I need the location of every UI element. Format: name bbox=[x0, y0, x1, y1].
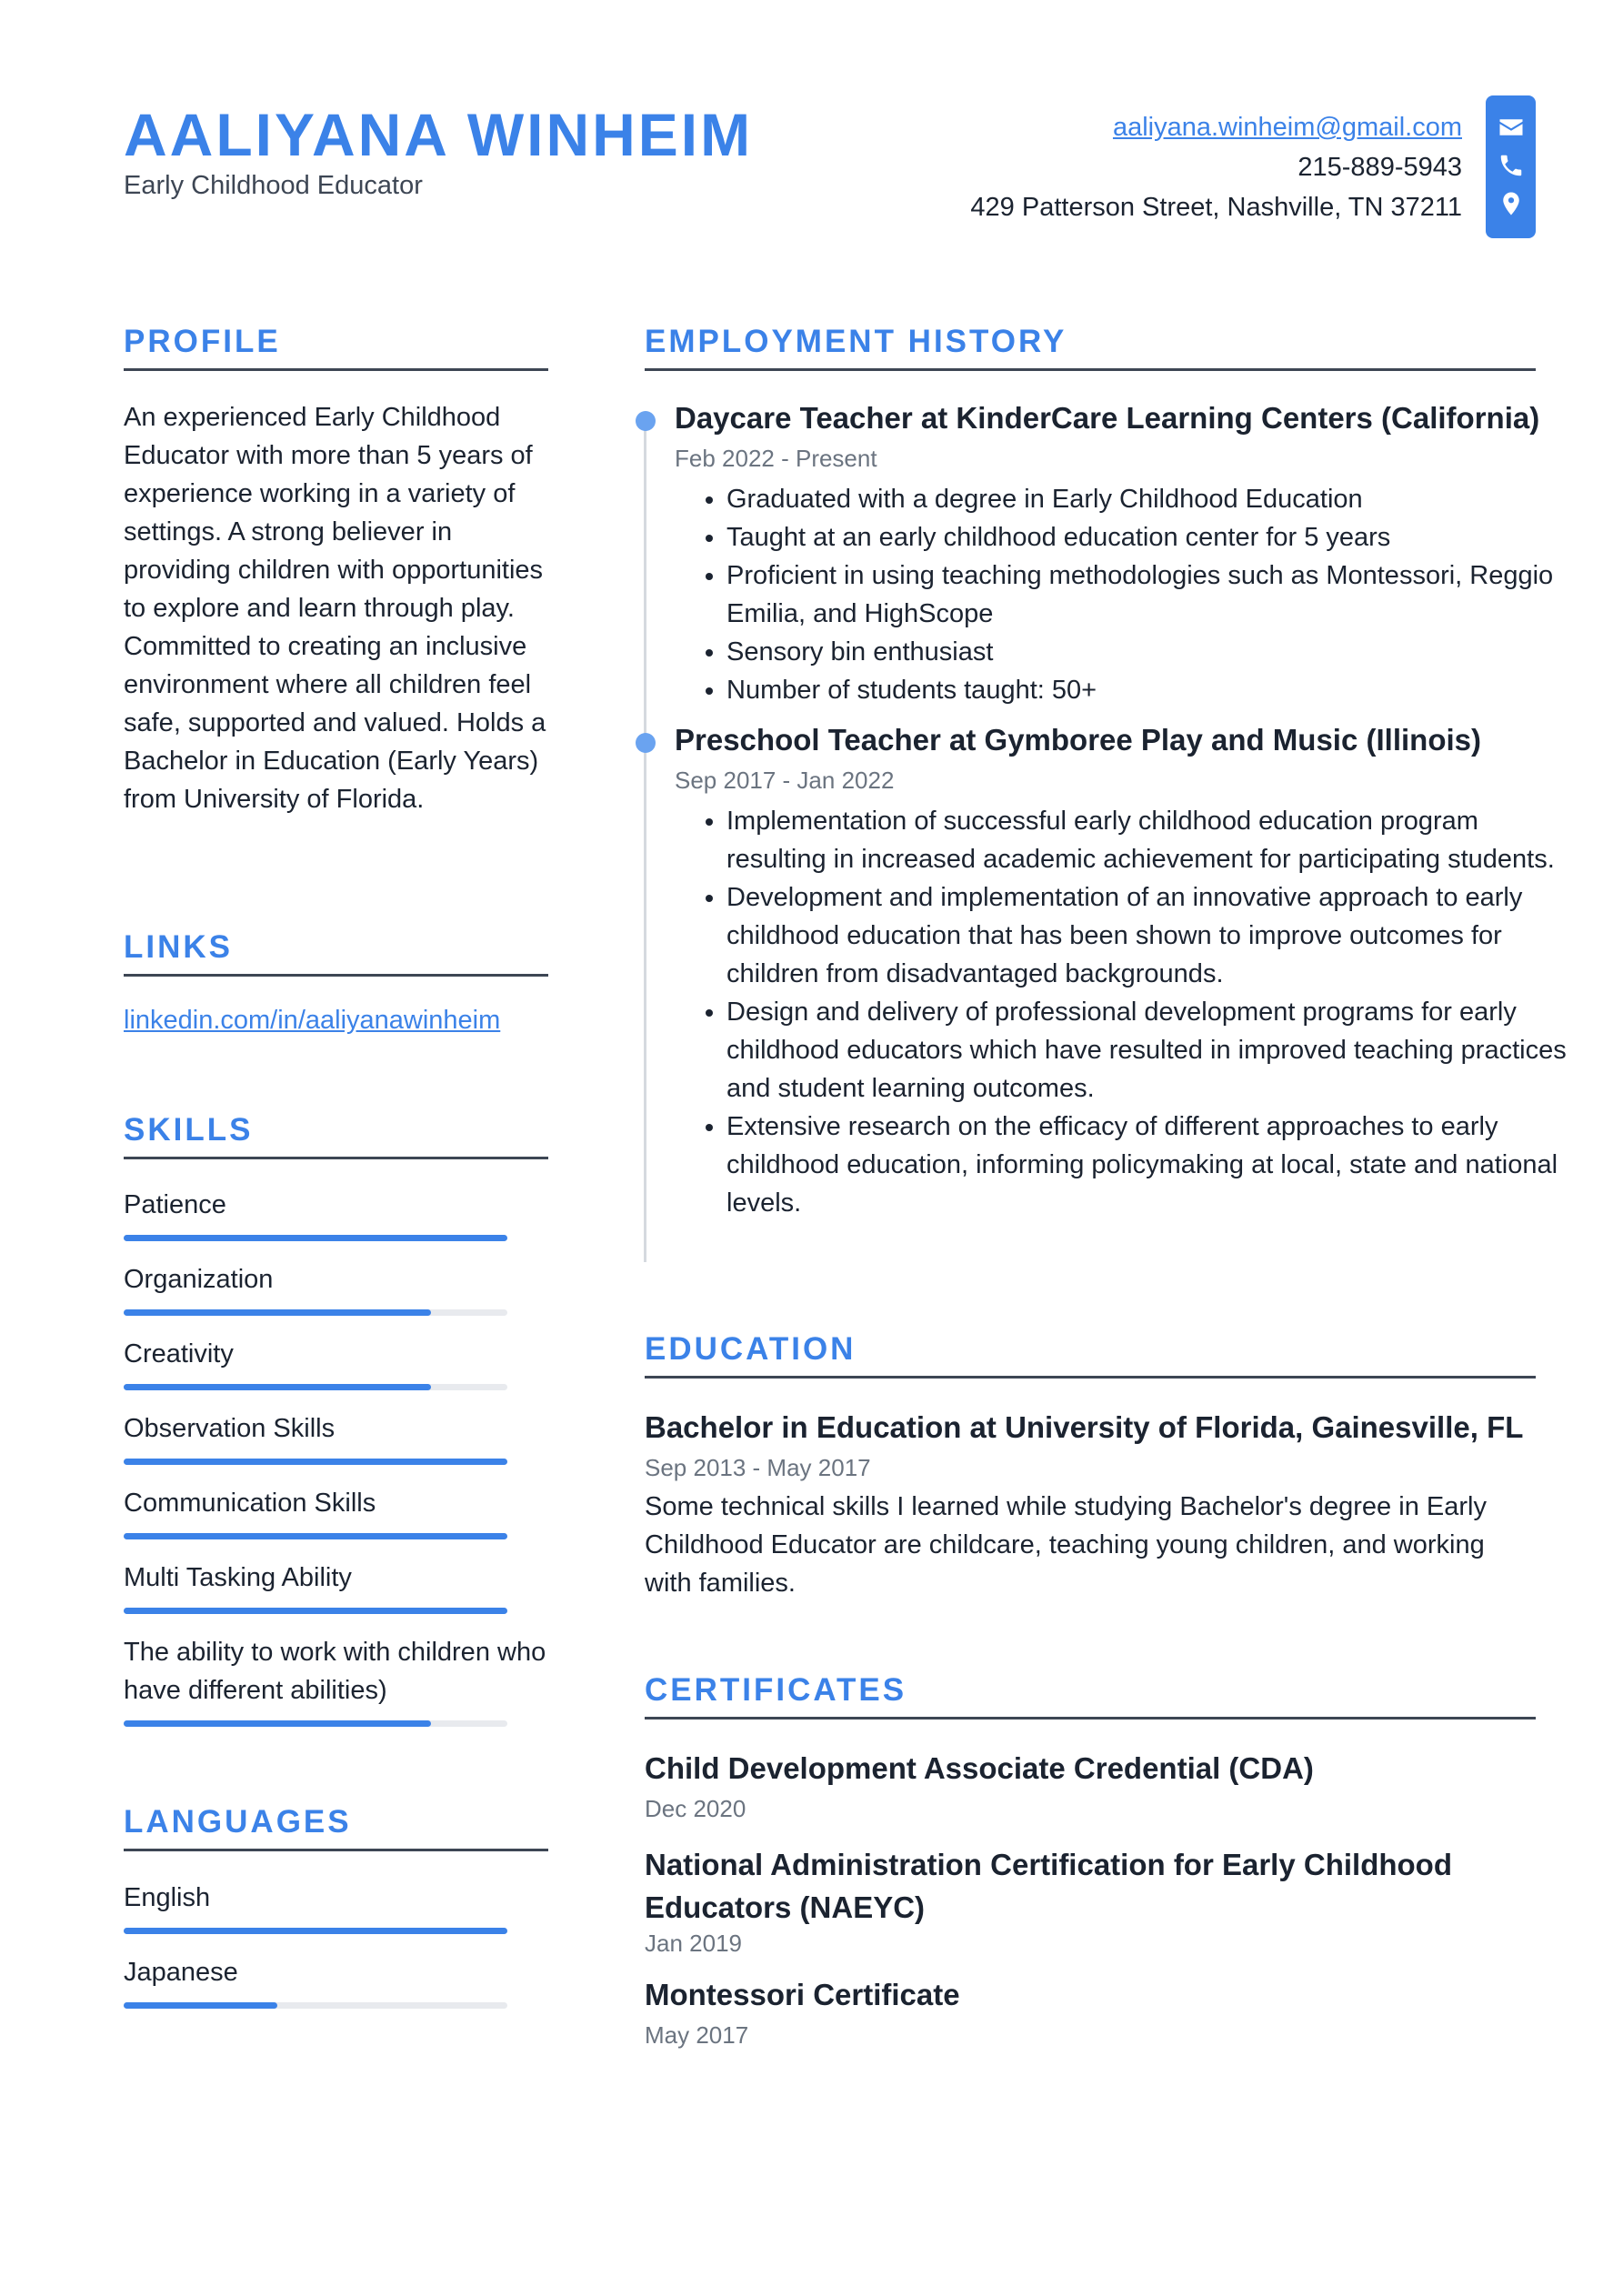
job-bullets bbox=[691, 480, 1581, 709]
education-divider bbox=[645, 1376, 1536, 1379]
certificates-divider bbox=[645, 1717, 1536, 1719]
languages-heading: LANGUAGES bbox=[124, 1804, 352, 1840]
candidate-title: Early Childhood Educator bbox=[124, 171, 423, 200]
bullet-item: • Proficient in using teaching methodologies such as Montessori, Reggio Emilia, and HighScope bbox=[726, 556, 1581, 633]
links-divider bbox=[124, 974, 548, 977]
links-heading: LINKS bbox=[124, 929, 233, 965]
certificate-date: Jan 2019 bbox=[645, 1930, 742, 1957]
phone-icon bbox=[1498, 152, 1525, 179]
skill-item bbox=[124, 1633, 551, 1709]
skill-bar bbox=[124, 1309, 507, 1316]
skill-label: Organization bbox=[124, 1265, 274, 1294]
skill-item bbox=[124, 1484, 560, 1522]
bullet-item: • Implementation of successful early childhood education program resulting in increased academic achievement for participating students. bbox=[726, 802, 1581, 878]
skill-label: Communication Skills bbox=[124, 1489, 376, 1518]
profile-text: An experienced Early Childhood Educator with more than 5 years of experience working in a variety of settings. A strong believer in providing children with opportunities to explore and learn through play. Committed to creating an inclusive environment where all children feel safe, supported and valued. Holds a Bachelor in Education (Early Years) from University of Florida. bbox=[124, 403, 546, 814]
profile-divider bbox=[124, 368, 548, 371]
language-bar-fill bbox=[124, 1928, 507, 1934]
contact-icon-strip bbox=[1486, 95, 1536, 238]
language-bar bbox=[124, 1928, 507, 1934]
bullet-item: • Extensive research on the efficacy of different approaches to early childhood education, informing policymaking at local, state and national levels. bbox=[726, 1108, 1581, 1222]
skill-item bbox=[124, 1186, 560, 1224]
education-description: Some technical skills I learned while studying Bachelor's degree in Early Childhood Educator are childcare, teaching young children, and working with families. bbox=[645, 1492, 1487, 1598]
skill-label: Patience bbox=[124, 1190, 226, 1219]
phone-number: 215-889-5943 bbox=[1297, 153, 1462, 182]
skill-bar bbox=[124, 1608, 507, 1614]
envelope-icon bbox=[1498, 114, 1525, 141]
bullet-item: • Graduated with a degree in Early Childhood Education bbox=[726, 480, 1581, 518]
skill-bar-fill bbox=[124, 1309, 431, 1316]
address: 429 Patterson Street, Nashville, TN 37211 bbox=[970, 193, 1462, 222]
skill-item bbox=[124, 1409, 560, 1448]
email-link[interactable]: aaliyana.winheim@gmail.com bbox=[1112, 113, 1462, 142]
job-dates: Sep 2017 - Jan 2022 bbox=[675, 767, 895, 794]
bullet-item: • Sensory bin enthusiast bbox=[726, 633, 1581, 671]
language-label: English bbox=[124, 1883, 211, 1912]
job-bullets bbox=[691, 802, 1581, 1222]
bullet-item: • Number of students taught: 50+ bbox=[726, 671, 1581, 709]
employment-heading: EMPLOYMENT HISTORY bbox=[645, 324, 1067, 359]
skill-label: Multi Tasking Ability bbox=[124, 1563, 352, 1592]
contact-block bbox=[970, 107, 1462, 227]
education-dates: Sep 2013 - May 2017 bbox=[645, 1454, 871, 1481]
certificate-title: Child Development Associate Credential (CDA) bbox=[645, 1751, 1314, 1785]
timeline-dot bbox=[636, 733, 656, 753]
education-heading: EDUCATION bbox=[645, 1331, 857, 1367]
candidate-name: AALIYANA WINHEIM bbox=[124, 101, 754, 168]
certificate-title: Montessori Certificate bbox=[645, 1978, 960, 2011]
timeline-dot bbox=[636, 411, 656, 431]
skill-item bbox=[124, 1335, 560, 1373]
skill-bar-fill bbox=[124, 1459, 507, 1465]
employment-divider bbox=[645, 368, 1536, 371]
language-bar-fill bbox=[124, 2002, 277, 2009]
profile-heading: PROFILE bbox=[124, 324, 281, 359]
certificates-heading: CERTIFICATES bbox=[645, 1672, 907, 1708]
skills-heading: SKILLS bbox=[124, 1112, 254, 1148]
linkedin-link[interactable]: linkedin.com/in/aaliyanawinheim bbox=[124, 1006, 501, 1035]
languages-divider bbox=[124, 1849, 548, 1851]
certificate-date: May 2017 bbox=[645, 2021, 749, 2049]
job-title: Preschool Teacher at Gymboree Play and Music (Illinois) bbox=[675, 723, 1481, 757]
skills-divider bbox=[124, 1157, 548, 1159]
skill-bar-fill bbox=[124, 1608, 507, 1614]
skill-bar-fill bbox=[124, 1235, 507, 1241]
skill-bar-fill bbox=[124, 1720, 431, 1727]
skill-bar bbox=[124, 1720, 507, 1727]
language-label: Japanese bbox=[124, 1958, 238, 1987]
skill-bar bbox=[124, 1384, 507, 1390]
skill-bar bbox=[124, 1533, 507, 1539]
skill-label: The ability to work with children who have different abilities) bbox=[124, 1638, 546, 1705]
skill-bar bbox=[124, 1459, 507, 1465]
job-title: Daycare Teacher at KinderCare Learning Centers (California) bbox=[675, 401, 1540, 435]
skill-label: Creativity bbox=[124, 1339, 234, 1369]
language-bar bbox=[124, 2002, 507, 2009]
skill-bar-fill bbox=[124, 1533, 507, 1539]
skill-bar bbox=[124, 1235, 507, 1241]
skill-label: Observation Skills bbox=[124, 1414, 336, 1443]
skill-item bbox=[124, 1260, 560, 1298]
map-pin-icon bbox=[1498, 190, 1525, 217]
language-item bbox=[124, 1953, 560, 1991]
skill-item bbox=[124, 1559, 560, 1597]
bullet-item: • Design and delivery of professional development programs for early childhood educators which have resulted in improved teaching practices and student learning outcomes. bbox=[726, 993, 1581, 1108]
education-title: Bachelor in Education at University of Florida, Gainesville, FL bbox=[645, 1410, 1524, 1444]
certificate-title: National Administration Certification for Early Childhood Educators (NAEYC) bbox=[645, 1848, 1452, 1924]
certificate-date: Dec 2020 bbox=[645, 1795, 746, 1822]
bullet-item: • Development and implementation of an innovative approach to early childhood education that has been shown to improve outcomes for children from disadvantaged backgrounds. bbox=[726, 878, 1581, 993]
bullet-item: • Taught at an early childhood education center for 5 years bbox=[726, 518, 1581, 556]
language-item bbox=[124, 1879, 560, 1917]
timeline-line bbox=[644, 421, 646, 1262]
job-dates: Feb 2022 - Present bbox=[675, 445, 877, 472]
skill-bar-fill bbox=[124, 1384, 431, 1390]
